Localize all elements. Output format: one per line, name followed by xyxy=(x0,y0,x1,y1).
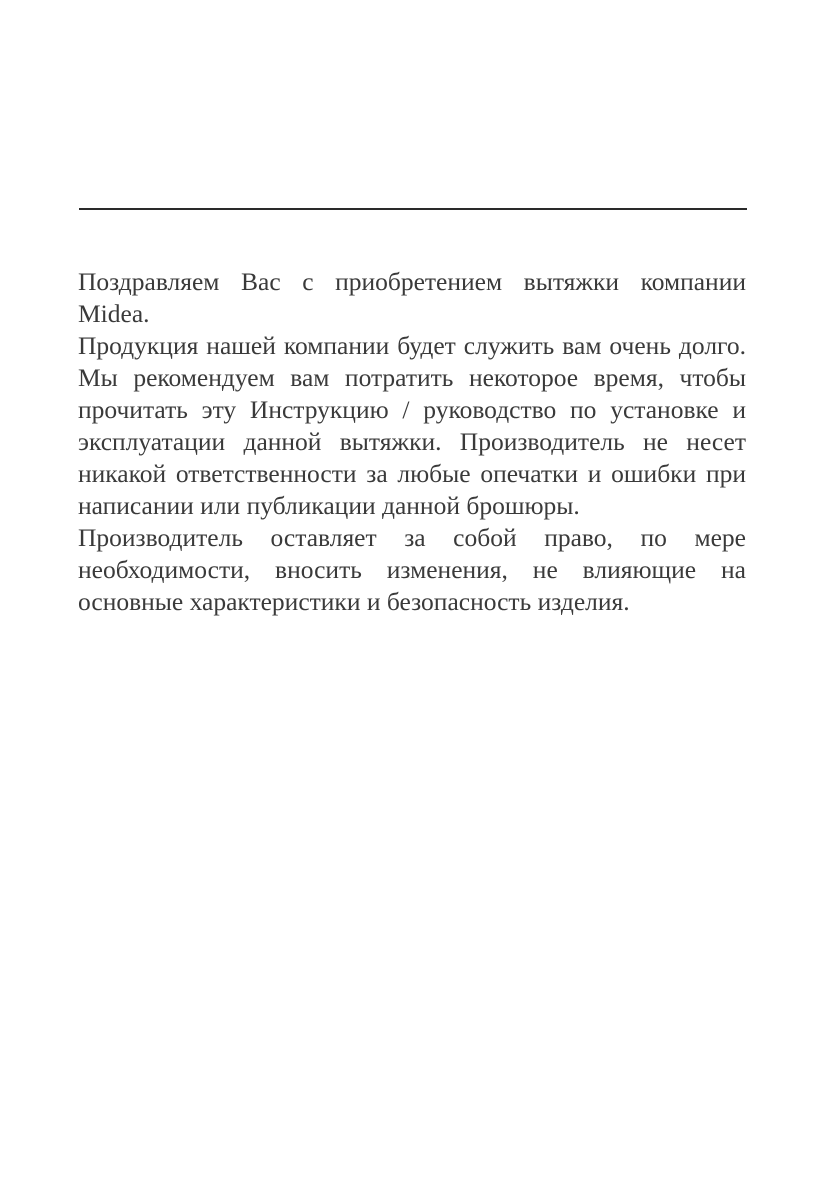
paragraph-recommendation: Продукция нашей компании будет служить вам очень долго. Мы рекомендуем вам потратить некоторое время, чтобы прочитать эту Инструкцию / руководство по установке и эксплуатации данной вытяжки. Производитель не несет никакой ответственности за любые опечатки и ошибки при написании или публикации данной брошюры. xyxy=(78,331,746,520)
paragraph-disclaimer: Производитель оставляет за собой право, по мере необходимости, вносить изменения, не влияющие на основные характеристики и безопасность изделия. xyxy=(78,523,746,616)
body-text xyxy=(78,266,746,618)
paragraph-greeting: Поздравляем Вас с приобретением вытяжки компании Midea. xyxy=(78,267,746,328)
horizontal-rule xyxy=(79,208,747,210)
